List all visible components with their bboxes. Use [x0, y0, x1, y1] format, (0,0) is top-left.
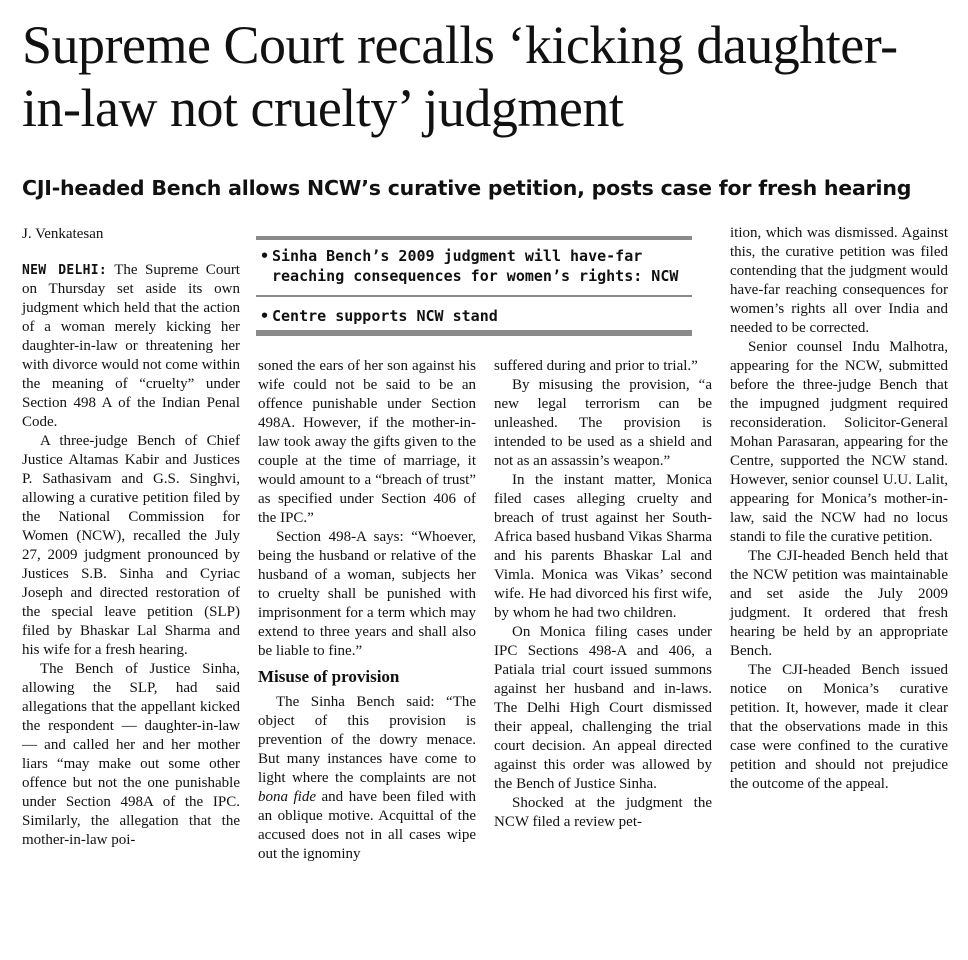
pull-quote-box: [256, 236, 692, 336]
pull-quote-top-rule: [256, 236, 692, 240]
article-column-3: [494, 357, 712, 832]
pull-quote: • Centre supports NCW stand: [260, 307, 498, 325]
article-paragraph: The CJI-headed Bench issued notice on Monica’s curative petition. It, however, made it clear that the observations made in this case were confined to the curative petition and should not prejudice the outcome of the appeal.: [730, 662, 948, 792]
article-paragraph: soned the ears of her son against his wife could not be said to be an offence punishable under Section 498A. However, if the mother-in-law took away the gifts given to the couple at the time of marriage, it would amount to a “breach of trust” as specified under Section 406 of the IPC.”: [258, 358, 476, 526]
bullet-icon: •: [260, 307, 270, 325]
article-paragraph: The Sinha Bench said: “The object of this provision is prevention of the dowry menace. But many instances have come to light where the complaints are not bona fide and have been filed with an oblique motive. Acquittal of the accused does not in all cases wipe out the ignominy: [258, 694, 476, 862]
dateline: NEW DELHI:: [22, 263, 107, 278]
article-paragraph: NEW DELHI: The Supreme Court on Thursday set aside its own judgment which held that the action of a woman merely kicking her daughter-in-law or threatening her with divorce would not come within the meaning of “cruelty” under Section 498 A of the Indian Penal Code.: [22, 262, 240, 430]
article-paragraph: suffered during and prior to trial.”: [494, 358, 698, 374]
article-paragraph: The CJI-headed Bench held that the NCW petition was maintainable and set aside the July 2009 judgment. It ordered that fresh hearing be held by an appropriate Bench.: [730, 548, 948, 659]
pull-quote: • Sinha Bench’s 2009 judgment will have-far reaching consequences for women’s rights: NCW: [260, 247, 679, 285]
article-column-1: [22, 261, 240, 850]
subheadline: CJI-headed Bench allows NCW’s curative petition, posts case for fresh hearing: [22, 176, 912, 200]
pull-quote-divider: [256, 295, 692, 297]
article-paragraph: On Monica filing cases under IPC Sections 498-A and 406, a Patiala trial court issued summons against her husband and in-laws. The Delhi High Court dismissed their appeal, challenging the trial court decision. An appeal directed against this order was allowed by the Bench of Justice Sinha.: [494, 624, 712, 792]
article-paragraph: In the instant matter, Monica filed cases alleging cruelty and breach of trust against her South-Africa based husband Vikas Sharma and his parents Bhaskar Lal and Vimla. Monica was Vikas’ second wife. He had divorced his first wife, by whom he had two children.: [494, 472, 712, 621]
byline: J. Venkatesan: [22, 226, 104, 242]
headline: Supreme Court recalls ‘kicking daughter-in-law not cruelty’ judgment: [22, 15, 898, 138]
article-column-4: [730, 224, 948, 794]
article-paragraph: ition, which was dismissed. Against this, the curative petition was filed contending that the judgment would have-far reaching consequences for women’s rights all over India and needed to be corrected.: [730, 225, 948, 336]
article-paragraph: Senior counsel Indu Malhotra, appearing for the NCW, submitted before the three-judge Bench that the impugned judgment required reconsideration. Solicitor-General Mohan Parasaran, appearing for the Centre, supported the NCW stand. However, senior counsel U.U. Lalit, appearing for Monica’s mother-in-law, said the NCW had no locus standi to file the curative petition.: [730, 339, 948, 545]
pull-quote-bottom-rule: [256, 330, 692, 336]
article-paragraph: The Bench of Justice Sinha, allowing the SLP, had said allegations that the appellant kicked the respondent — daughter-in-law — and called her and her mother liars “may make out some other offence but not the one punishable under Section 498A of the IPC. Similarly, the allegation that the mother-in-law poi-: [22, 661, 240, 848]
article-paragraph: Shocked at the judgment the NCW filed a review pet-: [494, 795, 712, 830]
article-column-2: [258, 357, 476, 864]
article-paragraph: Section 498-A says: “Whoever, being the husband or relative of the husband of a woman, subjects her to cruelty shall be punished with imprisonment for a term which may extend to three years and shall also be liable to fine.”: [258, 529, 476, 659]
article-paragraph: By misusing the provision, “a new legal terrorism can be unleashed. The provision is intended to be used as a shield and not as an assassin’s weapon.”: [494, 377, 712, 469]
bullet-icon: •: [260, 247, 270, 265]
section-subheading: Misuse of provision: [258, 667, 400, 686]
article-paragraph: A three-judge Bench of Chief Justice Altamas Kabir and Justices P. Sathasivam and G.S. Singhvi, allowing a curative petition filed by the National Commission for Women (NCW), recalled the July 27, 2009 judgment pronounced by Justices S.B. Sinha and Cyriac Joseph and directed restoration of the special leave petition (SLP) filed by Bhaskar Lal Sharma and his wife for a fresh hearing.: [22, 433, 240, 658]
